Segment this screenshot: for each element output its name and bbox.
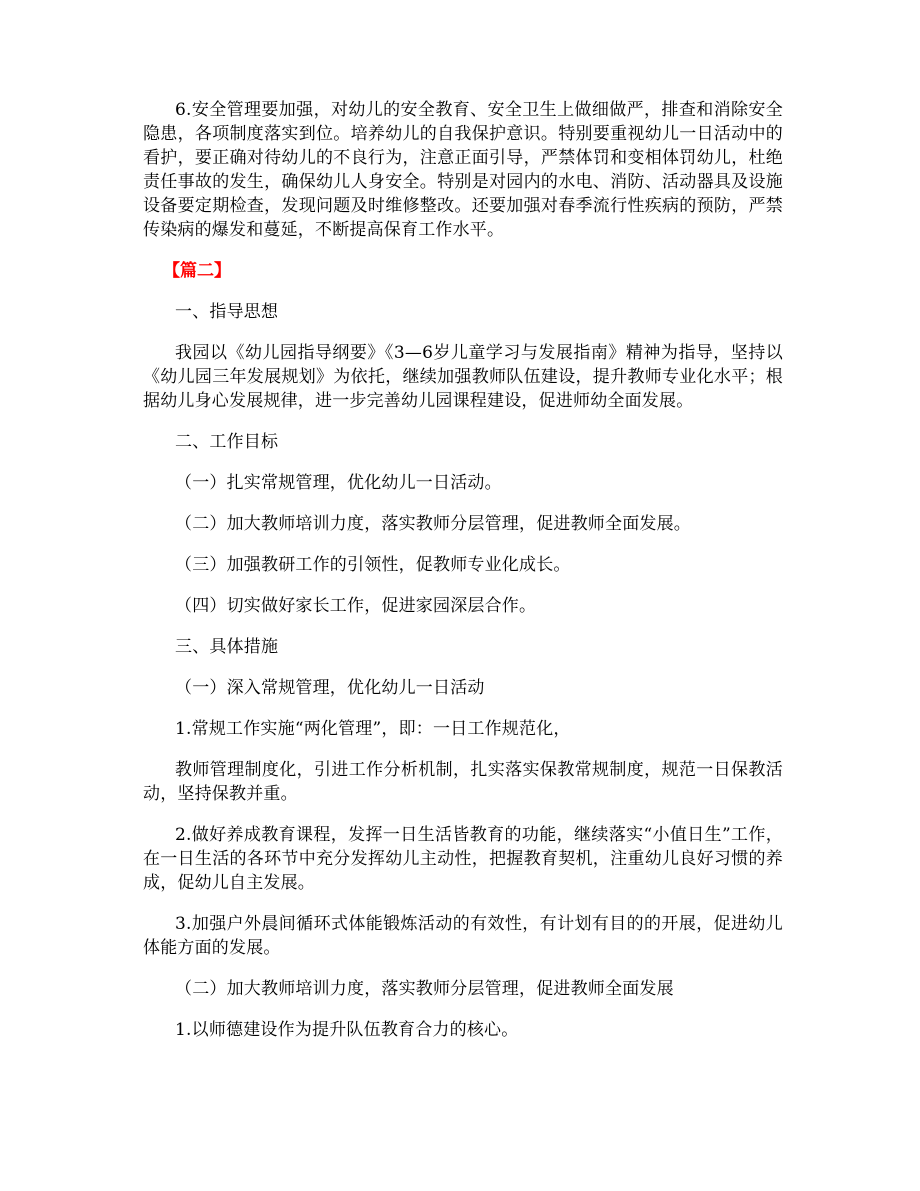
training-item-1: 1.以师德建设作为提升队伍教育合力的核心。 <box>175 1020 519 1040</box>
heading-specific-measures: 三、具体措施 <box>175 637 279 657</box>
goal-item-3: （三）加强教研工作的引领性，促教师专业化成长。 <box>175 555 571 575</box>
paragraph-guiding-ideology: 我园以《幼儿园指导纲要》《3—6岁儿童学习与发展指南》精神为指导，坚持以《幼儿园三年发展规划》为依托，继续加强教师队伍建设，提升教师专业化水平；根据幼儿身心发展规律，进一步完善幼儿园课程建设，促进师幼全面发展。 <box>143 343 783 411</box>
subheading-teacher-training: （二）加大教师培训力度，落实教师分层管理，促进教师全面发展 <box>175 979 674 999</box>
heading-work-goals: 二、工作目标 <box>175 432 279 452</box>
measure-item-1-line-b: 教师管理制度化，引进工作分析机制，扎实落实保教常规制度，规范一日保教活动，坚持保教并重。 <box>143 760 783 804</box>
document-body <box>143 98 783 1059</box>
goal-item-1: （一）扎实常规管理，优化幼儿一日活动。 <box>175 473 502 493</box>
paragraph-safety-management: 6.安全管理要加强，对幼儿的安全教育、安全卫生上做细做严，排查和消除安全隐患，各项制度落实到位。培养幼儿的自我保护意识。特别要重视幼儿一日活动中的看护，要正确对待幼儿的不良行为，注意正面引导，严禁体罚和变相体罚幼儿，杜绝责任事故的发生，确保幼儿人身安全。特别是对园内的水电、消防、活动器具及设施设备要定期检查，发现问题及时维修整改。还要加强对春季流行性疾病的预防，严禁传染病的爆发和蔓延，不断提高保育工作水平。 <box>143 100 783 240</box>
subheading-routine-management: （一）深入常规管理，优化幼儿一日活动 <box>175 678 485 698</box>
measure-item-2: 2.做好养成教育课程，发挥一日生活皆教育的功能，继续落实“小值日生”工作，在一日生活的各环节中充分发挥幼儿主动性，把握教育契机，注重幼儿良好习惯的养成，促幼儿自主发展。 <box>143 825 783 893</box>
section-title: 【篇二】 <box>163 261 231 281</box>
goal-item-4: （四）切实做好家长工作，促进家园深层合作。 <box>175 596 537 616</box>
measure-item-1-line-a: 1.常规工作实施“两化管理”，即：一日工作规范化， <box>175 719 571 739</box>
heading-guiding-ideology: 一、指导思想 <box>175 302 279 322</box>
measure-item-3: 3.加强户外晨间循环式体能锻炼活动的有效性，有计划有目的的开展，促进幼儿体能方面的发展。 <box>143 914 783 958</box>
goal-item-2: （二）加大教师培训力度，落实教师分层管理，促进教师全面发展。 <box>175 514 691 534</box>
